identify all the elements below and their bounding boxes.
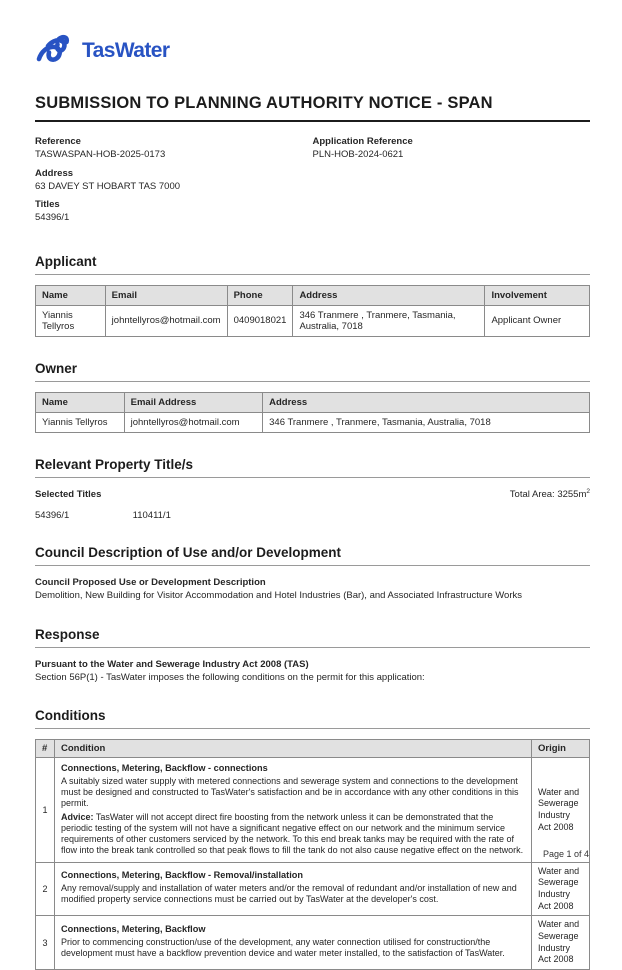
taswater-logo [35,32,590,70]
selected-titles-row [35,488,590,501]
owner-name-cell: Yiannis Tellyros [36,412,125,432]
condition-title: Connections, Metering, Backflow - Removal/installation [61,870,303,881]
owner-address-cell: 346 Tranmere , Tranmere, Tasmania, Australia, 7018 [263,412,590,432]
condition-origin: Water and Sewerage Industry Act 2008 [532,862,590,916]
council-description-heading: Council Description of Use and/or Development [35,545,590,566]
column-header-email: Email [105,285,227,305]
logo-wordmark: TasWater [82,39,170,62]
condition-origin: Water and Sewerage Industry Act 2008 [532,916,590,970]
applicant-name-cell: Yiannis Tellyros [36,305,106,336]
applicant-address-cell: 346 Tranmere , Tranmere, Tasmania, Australia, 7018 [293,305,485,336]
owner-row [36,412,590,432]
reference-label: Reference [35,136,81,147]
column-header-involvement: Involvement [485,285,590,305]
property-titles-heading: Relevant Property Title/s [35,457,590,478]
condition-body: Prior to commencing construction/use of the development, any water connection utilised for construction/the development must have a backflow prevention device and water meter installed, to the satisfaction of TasWater. [61,936,505,958]
applicant-table [35,285,590,337]
council-description-value: Demolition, New Building for Visitor Accommodation and Hotel Industries (Bar), and Associated Infrastructure Works [35,590,523,602]
owner-email-cell: johntellyros@hotmail.com [124,412,263,432]
column-header-number: # [36,740,55,758]
applicant-header-row [36,285,590,305]
title-item: 110411/1 [132,510,171,522]
condition-title: Connections, Metering, Backflow - connections [61,763,268,774]
condition-number: 2 [36,862,55,916]
column-header-name: Name [36,285,106,305]
column-header-email-address: Email Address [124,392,263,412]
address-value: 63 DAVEY ST HOBART TAS 7000 [35,180,181,192]
conditions-table [35,739,590,970]
titles-value: 54396/1 [35,212,70,224]
condition-advice: Advice: TasWater will not accept direct fire boosting from the network unless it can be demonstrated that the periodic testing of the system will not have a significant negative effect on our network and the minimum service requirements of other customers serviced by the network. To this end break tanks may be required with the rate of flow into the break tank controlled so that peak flows to fill the tank do not also cause negative effect on the network. [61,811,524,856]
response-act-label: Pursuant to the Water and Sewerage Industry Act 2008 (TAS) [35,658,309,670]
reference-value: TASWASPAN-HOB-2025-0173 [35,149,166,161]
condition-origin: Water and Sewerage Industry Act 2008 [532,758,590,862]
condition-number: 1 [36,758,55,862]
condition-title: Connections, Metering, Backflow [61,924,206,935]
column-header-phone: Phone [227,285,293,305]
condition-cell [55,758,532,862]
applicant-phone-cell: 0409018021 [227,305,293,336]
column-header-condition: Condition [55,740,532,758]
applicant-section-heading: Applicant [35,254,590,275]
owner-header-row [36,392,590,412]
application-reference-value: PLN-HOB-2024-0621 [312,149,404,161]
conditions-heading: Conditions [35,708,590,729]
condition-cell [55,916,532,970]
owner-table [35,392,590,433]
conditions-header-row [36,740,590,758]
condition-row [36,916,590,970]
condition-cell [55,862,532,916]
page-title: SUBMISSION TO PLANNING AUTHORITY NOTICE - SPAN [35,94,590,122]
reference-block [35,135,590,230]
response-text: Section 56P(1) - TasWater imposes the following conditions on the permit for this application: [35,671,425,683]
reference-right-column [313,135,591,230]
condition-row [36,862,590,916]
condition-number: 3 [36,916,55,970]
selected-titles-label: Selected Titles [35,488,102,500]
response-heading: Response [35,627,590,648]
column-header-address: Address [293,285,485,305]
title-list [35,510,590,521]
water-wave-icon [35,33,75,70]
titles-label: Titles [35,199,60,211]
application-reference-label: Application Reference [312,136,413,147]
title-item: 54396/1 [35,510,70,522]
applicant-row [36,305,590,336]
condition-body: A suitably sized water supply with metered connections and sewerage system and connections to the development must be designed and constructed to TasWater's satisfaction and be in accordance with any other conditions in this permit. [61,775,519,809]
column-header-origin: Origin [532,740,590,758]
address-label: Address [35,167,74,179]
total-area-value: Total Area: $3255m^2$ [509,487,590,500]
column-header-name: Name [36,392,125,412]
column-header-address: Address [263,392,590,412]
condition-row [36,758,590,862]
owner-section-heading: Owner [35,361,590,382]
applicant-email-cell: johntellyros@hotmail.com [105,305,227,336]
condition-body: Any removal/supply and installation of water meters and/or the removal of redundant and/or installation of new and modified property service connections must be carried out by TasWater at the developer's cost. [61,882,517,905]
council-description-label: Council Proposed Use or Development Description [35,577,266,589]
reference-left-column [35,135,313,230]
applicant-involvement-cell: Applicant Owner [485,305,590,336]
page-number: Page 1 of 4 [542,849,589,859]
